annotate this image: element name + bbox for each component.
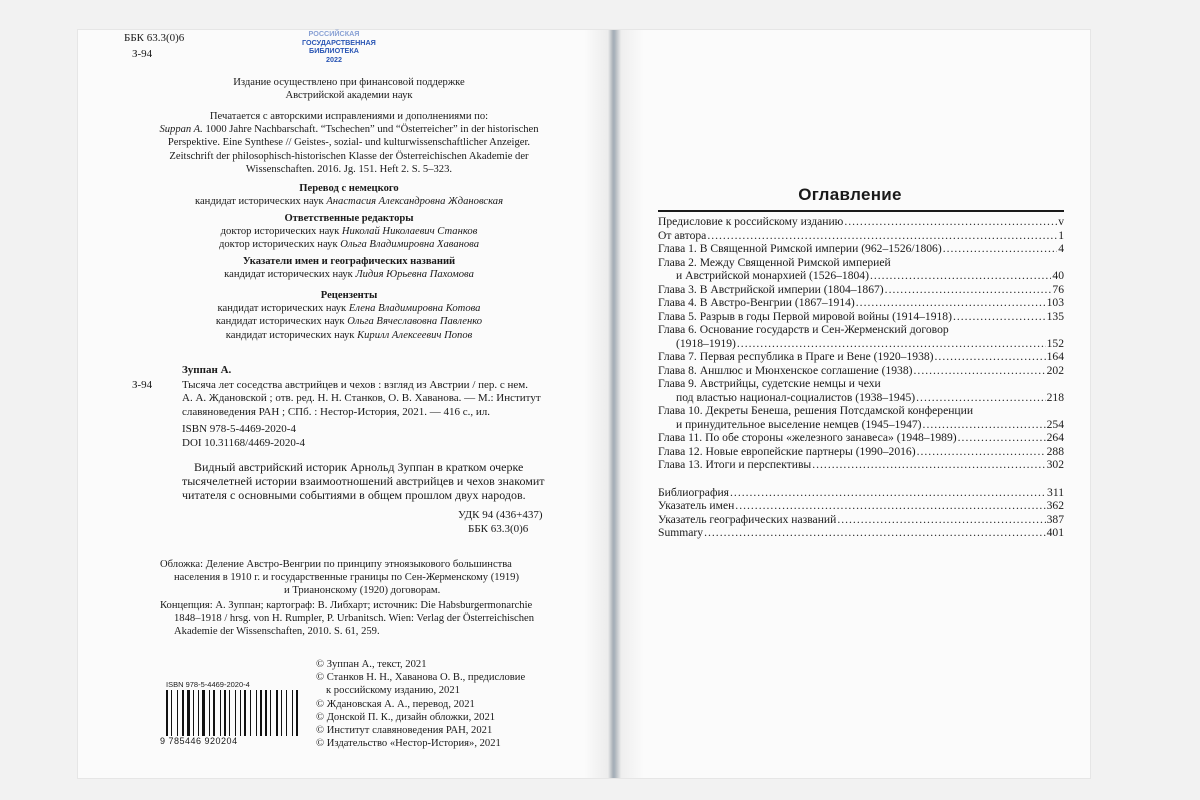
source-note — [136, 110, 562, 176]
toc-leader — [917, 445, 1046, 459]
toc-entry-title: Глава 6. Основание государств и Сен-Жерменский договор — [658, 323, 949, 336]
section-heading: Ответственные редакторы — [284, 213, 414, 224]
barcode-bar — [222, 690, 223, 736]
barcode-bar — [286, 690, 287, 736]
credit-name: Николай Николаевич Станков — [341, 226, 478, 238]
toc-entry-page: 135 — [1046, 309, 1064, 323]
copyright-line: © Институт славяноведения РАН, 2021 — [316, 725, 493, 737]
credit-role: доктор исторических наук — [219, 239, 341, 251]
credit-name: Лидия Юрьевна Пахомова — [355, 269, 474, 281]
code-top: З-94 — [132, 48, 153, 60]
toc-leader — [923, 418, 1046, 432]
section-heading: Рецензенты — [320, 290, 378, 301]
toc-entry-page: 401 — [1046, 526, 1064, 539]
toc-leader — [943, 242, 1058, 256]
barcode-bar — [220, 690, 221, 736]
copyright-line: к российскому изданию, 2021 — [326, 685, 460, 697]
toc-leader — [914, 364, 1046, 378]
barcode-bar — [200, 690, 201, 736]
toc-entry-title: под властью национал-социалистов (1938–1945) — [676, 390, 916, 404]
barcode-bar — [260, 690, 262, 736]
barcode-bar — [198, 690, 199, 736]
credit-name: Анастасия Александровна Ждановская — [326, 196, 504, 208]
toc-entry-page: 202 — [1046, 363, 1064, 377]
toc-entry-page: 76 — [1052, 282, 1064, 296]
toc-entry-page: 4 — [1058, 242, 1064, 255]
concept-line: Концепция: А. Зуппан; картограф: В. Либхарт; источник: Die Habsburgermonarchie — [160, 599, 533, 611]
biblio-line: Тысяча лет соседства австрийцев и чехов : взгляд из Австрии / пер. с нем. — [182, 379, 529, 391]
toc-entry — [658, 350, 1064, 364]
stamp-line: БИБЛИОТЕКА — [309, 46, 359, 56]
toc-entry-title: Глава 8. Аншлюс и Мюнхенское соглашение (1938) — [658, 363, 913, 377]
toc-entry — [658, 404, 1064, 418]
toc-entry-page: 254 — [1046, 417, 1064, 431]
translation-block — [136, 182, 562, 208]
barcode-bar — [256, 690, 257, 736]
biblio-description — [182, 379, 602, 450]
cover-line: Обложка: Деление Австро-Венгрии по принципу этноязыкового большинства — [160, 559, 512, 570]
barcode-bar — [227, 690, 228, 736]
biblio-line: славяноведения РАН ; СПб. : Нестор-История, 2021. — 416 с., ил. — [182, 405, 491, 418]
credit-role: доктор исторических наук — [220, 226, 342, 238]
barcode-bar — [276, 690, 278, 736]
barcode-bar — [279, 690, 280, 736]
toc-entry — [658, 229, 1064, 243]
barcode-bar — [224, 690, 226, 736]
toc-entry-page: 288 — [1046, 444, 1064, 458]
toc-entry-page: 302 — [1046, 458, 1064, 471]
credit-role: кандидат исторических наук — [194, 196, 327, 208]
toc-entry-page: 40 — [1052, 269, 1064, 282]
copyright-line: © Зуппан А., текст, 2021 — [316, 659, 427, 670]
support-note — [136, 76, 562, 102]
barcode-bar — [216, 690, 219, 736]
toc-entry-page: 264 — [1046, 431, 1064, 444]
source-line: Zeitschrift der philosophisch-historischen Klasse der Österreichischen Akademie der — [169, 150, 529, 162]
toc-entry — [658, 256, 1064, 270]
toc-leader — [916, 391, 1045, 405]
author-heading: Зуппан А. — [182, 364, 232, 376]
toc-leader — [735, 499, 1045, 513]
toc-entry-title: Глава 10. Декреты Бенеша, решения Потсдамской конференции — [658, 404, 974, 417]
credit-line — [136, 268, 562, 281]
copyright-line: © Донской П. К., дизайн обложки, 2021 — [316, 711, 496, 723]
toc-leader — [885, 283, 1052, 297]
toc-leader — [953, 310, 1046, 324]
barcode-bar — [247, 690, 249, 736]
barcode-bar — [252, 690, 255, 736]
toc-entry-title: Библиография — [658, 485, 730, 499]
concept-line: Akademie der Wissenschaften, 2010. S. 61, 259. — [174, 626, 380, 638]
barcode-bar — [209, 690, 210, 736]
barcode-bar — [211, 690, 212, 736]
barcode-block — [160, 680, 306, 747]
barcode-bar — [166, 690, 168, 736]
copyright-line: © Издательство «Нестор-История», 2021 — [316, 738, 501, 750]
toc-entry-page: 218 — [1046, 390, 1064, 404]
book-spread — [78, 30, 1090, 778]
toc-leader — [958, 431, 1046, 445]
source-line: Perspektive. Eine Synthese // Geistes-, sozial- und kulturwissenschaftlicher Anzeiger. — [167, 137, 531, 149]
annotation-line: читателя с основными событиями в общем прошлом двух народов. — [182, 488, 526, 502]
source-rest: 1000 Jahre Nachbarschaft. “Tschechen” und “Österreicher” in der historischen — [205, 124, 539, 136]
toc-entry — [658, 296, 1064, 310]
toc-entry — [658, 486, 1064, 500]
credit-line — [136, 329, 562, 342]
copyright-line: © Ждановская А. А., перевод, 2021 — [316, 698, 475, 710]
credit-name: Ольга Владимировна Хаванова — [340, 239, 479, 251]
barcode-bar — [263, 690, 264, 736]
toc-entry — [658, 472, 1064, 486]
support-line: Издание осуществлено при финансовой поддержке — [233, 77, 465, 88]
annotation-line: Видный австрийский историк Арнольд Зуппан в кратком очерке — [194, 460, 524, 474]
credit-line — [136, 302, 562, 315]
toc-entry-page: v — [1058, 215, 1064, 228]
toc-entry — [658, 513, 1064, 527]
barcode-bars — [166, 690, 306, 736]
isbn: ISBN 978-5-4469-2020-4 — [182, 423, 296, 436]
barcode-isbn: ISBN 978-5-4469-2020-4 — [166, 680, 250, 689]
barcode-bar — [258, 690, 259, 736]
biblio-line: А. А. Ждановской ; отв. ред. Н. Н. Станков, О. В. Хаванова. — М.: Институт — [182, 392, 541, 405]
toc-leader — [704, 526, 1046, 540]
barcode-bar — [288, 690, 291, 736]
toc-entry-title: и Австрийской монархией (1526–1804) — [676, 269, 869, 282]
toc-title: Оглавление — [798, 185, 902, 204]
toc-entry — [658, 377, 1064, 391]
toc-entry-title: Глава 5. Разрыв в годы Первой мировой войны (1914–1918) — [658, 309, 952, 323]
toc-entry-page: 311 — [1047, 485, 1064, 499]
barcode-bar — [240, 690, 241, 736]
credit-role: кандидат исторических наук — [217, 303, 349, 315]
barcode-bar — [202, 690, 205, 736]
toc-entry-title: Глава 4. В Австро-Венгрии (1867–1914) — [658, 296, 855, 309]
doi: DOI 10.31168/4469-2020-4 — [182, 436, 306, 449]
source-line: Suppan A. 1000 Jahre Nachbarschaft. “Tschechen” und “Österreicher” in der historischen — [159, 124, 539, 136]
toc-entry — [658, 418, 1064, 432]
reviewers-block — [136, 289, 562, 342]
toc-leader — [856, 296, 1046, 310]
bbk-top: ББК 63.3(0)6 — [124, 32, 185, 44]
copyright-line: © Станков Н. Н., Хаванова О. В., предисловие — [316, 672, 526, 684]
toc-entry — [658, 323, 1064, 337]
toc-entry — [658, 215, 1064, 229]
toc-leader — [812, 458, 1045, 472]
barcode-bar — [250, 690, 251, 736]
toc-entry-title: Указатель имен — [658, 499, 735, 512]
bbk: ББК 63.3(0)6 — [468, 523, 529, 535]
barcode-bar — [281, 690, 282, 736]
toc-entry — [658, 499, 1064, 513]
toc-entry-title: Глава 7. Первая республика в Праге и Вене (1920–1938) — [658, 350, 934, 363]
toc-entry-page: 152 — [1046, 336, 1064, 350]
toc-entry-page: 362 — [1046, 499, 1064, 512]
toc-leader — [844, 215, 1057, 229]
toc-entry — [658, 310, 1064, 324]
concept-line: 1848–1918 / hrsg. von H. Rumpler, P. Urbanitsch. Wien: Verlag der Österreichischen — [174, 612, 535, 624]
barcode-bar — [292, 690, 293, 736]
stamp-line: ГОСУДАРСТВЕННАЯ — [302, 37, 376, 47]
support-line: Австрийской академии наук — [285, 90, 413, 102]
editors-block — [136, 212, 562, 252]
toc-entry — [658, 445, 1064, 459]
barcode-digits: 9 785446 920204 — [160, 736, 238, 746]
toc-entry-title: Summary — [658, 526, 704, 539]
udk: УДК 94 (436+437) — [458, 509, 543, 521]
barcode-bar — [235, 690, 236, 736]
toc-entry — [658, 364, 1064, 378]
credit-line — [136, 315, 562, 328]
credit-line — [136, 195, 562, 208]
barcode-bar — [299, 690, 300, 736]
toc-entry-title: От автора — [658, 228, 707, 242]
section-heading: Перевод с немецкого — [299, 183, 399, 194]
barcode-bar — [272, 690, 275, 736]
toc-list — [658, 215, 1064, 540]
barcode-bar — [265, 690, 267, 736]
toc-entry — [658, 283, 1064, 297]
credit-name: Елена Владимировна Котова — [348, 303, 481, 315]
annotation-line: тысячелетней истории взаимоотношений австрийцев и чехов знакомит — [182, 474, 545, 488]
toc-entry — [658, 269, 1064, 283]
toc-entry-title: Глава 11. По обе стороны «железного занавеса» (1948–1989) — [658, 431, 957, 444]
catalog-code: З-94 — [132, 379, 153, 391]
source-line: Wissenschaften. 2016. Jg. 151. Heft 2. S. 5–323. — [245, 163, 453, 175]
cover-line: населения в 1910 г. и государственные границы по Сен-Жерменскому (1919) — [174, 572, 519, 584]
barcode-bar — [231, 690, 234, 736]
section-heading: Указатели имен и географических названий — [242, 256, 456, 267]
print-note: Печатается с авторскими исправлениями и дополнениями по: — [209, 111, 489, 122]
barcode-bar — [171, 690, 172, 736]
stamp-line: РОССИЙСКАЯ — [308, 29, 360, 38]
credit-role: кандидат исторических наук — [215, 316, 348, 328]
toc-leader — [737, 337, 1046, 351]
toc-leader — [870, 269, 1051, 283]
toc-entry-title: и принудительное выселение немцев (1945–1947) — [676, 417, 922, 431]
barcode-bar — [173, 690, 176, 736]
credit-role: кандидат исторических наук — [225, 329, 358, 341]
barcode-bar — [237, 690, 239, 736]
toc-entry-page: 164 — [1046, 350, 1064, 363]
toc-entry-title: (1918–1919) — [676, 336, 736, 350]
barcode-bar — [213, 690, 215, 736]
annotation — [182, 460, 602, 502]
toc-entry-page: 103 — [1046, 296, 1064, 309]
barcode-bar — [193, 690, 194, 736]
toc-leader — [730, 486, 1046, 500]
barcode-bar — [187, 690, 190, 736]
toc-entry-title: Указатель географических названий — [658, 512, 837, 526]
credit-line — [136, 225, 562, 238]
toc-entry-title: Глава 2. Между Священной Римской империей — [658, 255, 891, 269]
toc-rule — [658, 210, 1064, 212]
cover-note — [160, 558, 580, 638]
toc-entry — [658, 526, 1064, 540]
toc-leader — [935, 350, 1046, 364]
toc-entry — [658, 391, 1064, 405]
barcode-bar — [268, 690, 269, 736]
credit-role: кандидат исторических наук — [224, 269, 356, 281]
barcode-bar — [283, 690, 285, 736]
barcode-bar — [294, 690, 295, 736]
stamp-line: 2022 — [326, 54, 342, 64]
barcode-bar — [229, 690, 230, 736]
credit-name: Ольга Вячеславовна Павленко — [347, 316, 483, 328]
toc-entry — [658, 337, 1064, 351]
barcode-bar — [179, 690, 181, 736]
toc-entry-title: Глава 3. В Австрийской империи (1804–1867) — [658, 282, 884, 296]
toc-entry-title: Глава 13. Итоги и перспективы — [658, 458, 812, 471]
indexes-block — [136, 255, 562, 281]
toc-entry-page: 1 — [1058, 228, 1064, 242]
toc-entry-title: Предисловие к российскому изданию — [658, 215, 844, 228]
barcode-bar — [206, 690, 208, 736]
barcode-bar — [244, 690, 246, 736]
credit-name: Кирилл Алексеевич Попов — [357, 329, 473, 341]
toc-entry-title: Глава 9. Австрийцы, судетские немцы и чехи — [658, 377, 881, 390]
barcode-bar — [182, 690, 184, 736]
contents-page — [610, 30, 1090, 778]
toc-entry-page: 387 — [1046, 512, 1064, 526]
library-stamp — [302, 29, 376, 64]
barcode-bar — [296, 690, 298, 736]
barcode-bar — [191, 690, 192, 736]
barcode-bar — [177, 690, 178, 736]
toc-entry-title: Глава 12. Новые европейские партнеры (1990–2016) — [658, 444, 916, 458]
barcode-bar — [185, 690, 186, 736]
toc-leader — [837, 513, 1045, 527]
toc-leader — [707, 229, 1057, 243]
toc-entry — [658, 458, 1064, 472]
barcode-bar — [195, 690, 197, 736]
cover-line: и Трианонскому (1920) договорам. — [284, 585, 441, 597]
barcode-bar — [169, 690, 170, 736]
toc-entry — [658, 431, 1064, 445]
imprint-page — [78, 30, 610, 778]
toc-entry-title: Глава 1. В Священной Римской империи (962–1526/1806) — [658, 242, 942, 255]
toc-entry — [658, 242, 1064, 256]
credit-line — [136, 238, 562, 251]
barcode-bar — [270, 690, 271, 736]
copyright-block — [316, 658, 566, 750]
barcode-bar — [242, 690, 243, 736]
